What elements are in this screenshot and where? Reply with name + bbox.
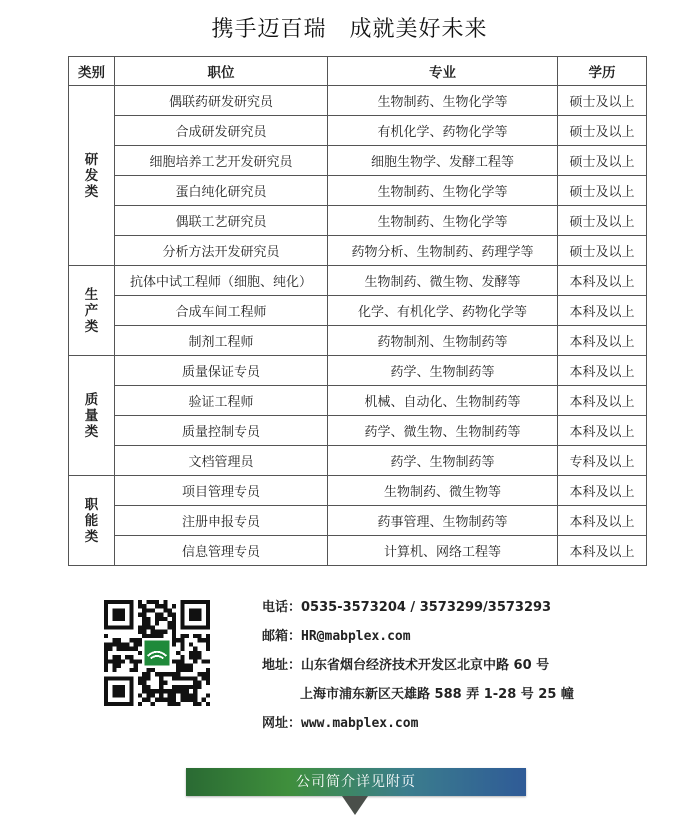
table-row (69, 356, 647, 386)
major-cell: 有机化学、药物化学等 (328, 116, 558, 146)
position-cell: 合成车间工程师 (115, 296, 328, 326)
table-row (69, 86, 647, 116)
contact-website (262, 714, 574, 743)
position-cell: 偶联药研发研究员 (115, 86, 328, 116)
company-intro-banner[interactable]: 公司简介详见附页 (186, 768, 526, 796)
website-value[interactable]: www.mabplex.com (301, 716, 419, 731)
table-header-row (69, 57, 647, 86)
qr-code (104, 600, 210, 706)
position-cell: 验证工程师 (115, 386, 328, 416)
major-cell: 药事管理、生物制药等 (328, 506, 558, 536)
position-cell: 质量控制专员 (115, 416, 328, 446)
table-row (69, 296, 647, 326)
table-row (69, 476, 647, 506)
position-cell: 信息管理专员 (115, 536, 328, 566)
position-cell: 项目管理专员 (115, 476, 328, 506)
table-row (69, 146, 647, 176)
major-cell: 药学、生物制药等 (328, 446, 558, 476)
contact-phone (262, 598, 574, 627)
table-row (69, 236, 647, 266)
major-cell: 生物制药、生物化学等 (328, 206, 558, 236)
position-cell: 蛋白纯化研究员 (115, 176, 328, 206)
major-cell: 细胞生物学、发酵工程等 (328, 146, 558, 176)
degree-cell: 专科及以上 (558, 446, 647, 476)
table-row (69, 266, 647, 296)
major-cell: 药学、微生物、生物制药等 (328, 416, 558, 446)
degree-cell: 硕士及以上 (558, 146, 647, 176)
degree-cell: 硕士及以上 (558, 176, 647, 206)
address-line-2: 上海市浦东新区天雄路 588 弄 1-28 号 25 幢 (300, 687, 574, 702)
degree-cell: 硕士及以上 (558, 206, 647, 236)
phone-value: 0535-3573204 / 3573299/3573293 (301, 600, 552, 615)
header-major: 专业 (328, 57, 558, 86)
category-label: 职能类 (84, 496, 99, 545)
position-cell: 细胞培养工艺开发研究员 (115, 146, 328, 176)
table-row (69, 206, 647, 236)
header-degree: 学历 (558, 57, 647, 86)
category-cell (69, 356, 115, 476)
major-cell: 计算机、网络工程等 (328, 536, 558, 566)
table-row (69, 116, 647, 146)
degree-cell: 本科及以上 (558, 356, 647, 386)
logo-icon (144, 640, 169, 665)
jobs-table (68, 56, 647, 566)
degree-cell: 本科及以上 (558, 386, 647, 416)
contact-address (262, 656, 574, 685)
position-cell: 注册申报专员 (115, 506, 328, 536)
major-cell: 化学、有机化学、药物化学等 (328, 296, 558, 326)
degree-cell: 本科及以上 (558, 506, 647, 536)
table-row (69, 386, 647, 416)
degree-cell: 本科及以上 (558, 416, 647, 446)
address-line-1: 山东省烟台经济技术开发区北京中路 60 号 (301, 658, 550, 673)
address-label: 地址： (262, 658, 302, 673)
degree-cell: 本科及以上 (558, 266, 647, 296)
major-cell: 药学、生物制药等 (328, 356, 558, 386)
phone-label: 电话： (262, 600, 302, 615)
position-cell: 抗体中试工程师（细胞、纯化） (115, 266, 328, 296)
contact-email (262, 627, 574, 656)
category-label: 生产类 (84, 286, 99, 335)
major-cell: 药物制剂、生物制药等 (328, 326, 558, 356)
header-position: 职位 (115, 57, 328, 86)
position-cell: 制剂工程师 (115, 326, 328, 356)
degree-cell: 硕士及以上 (558, 236, 647, 266)
website-label: 网址： (262, 716, 302, 731)
major-cell: 生物制药、微生物等 (328, 476, 558, 506)
position-cell: 质量保证专员 (115, 356, 328, 386)
major-cell: 生物制药、微生物、发酵等 (328, 266, 558, 296)
degree-cell: 本科及以上 (558, 296, 647, 326)
table-row (69, 416, 647, 446)
category-label: 研发类 (84, 151, 99, 200)
arrow-down-icon (340, 796, 370, 816)
category-cell (69, 86, 115, 266)
table-row (69, 506, 647, 536)
email-label: 邮箱： (262, 629, 302, 644)
contact-address-2 (262, 685, 574, 714)
degree-cell: 本科及以上 (558, 326, 647, 356)
page-title: 携手迈百瑞 成就美好未来 (211, 17, 488, 42)
major-cell: 生物制药、生物化学等 (328, 86, 558, 116)
position-cell: 分析方法开发研究员 (115, 236, 328, 266)
degree-cell: 本科及以上 (558, 476, 647, 506)
major-cell: 机械、自动化、生物制药等 (328, 386, 558, 416)
category-cell (69, 476, 115, 566)
table-row (69, 536, 647, 566)
contact-block (262, 598, 574, 743)
position-cell: 合成研发研究员 (115, 116, 328, 146)
position-cell: 文档管理员 (115, 446, 328, 476)
category-cell (69, 266, 115, 356)
major-cell: 生物制药、生物化学等 (328, 176, 558, 206)
table-row (69, 446, 647, 476)
degree-cell: 硕士及以上 (558, 86, 647, 116)
header-category: 类别 (69, 57, 115, 86)
table-row (69, 326, 647, 356)
degree-cell: 硕士及以上 (558, 116, 647, 146)
major-cell: 药物分析、生物制药、药理学等 (328, 236, 558, 266)
degree-cell: 本科及以上 (558, 536, 647, 566)
position-cell: 偶联工艺研究员 (115, 206, 328, 236)
table-row (69, 176, 647, 206)
category-label: 质量类 (84, 391, 99, 440)
email-value[interactable]: HR@mabplex.com (301, 629, 411, 644)
